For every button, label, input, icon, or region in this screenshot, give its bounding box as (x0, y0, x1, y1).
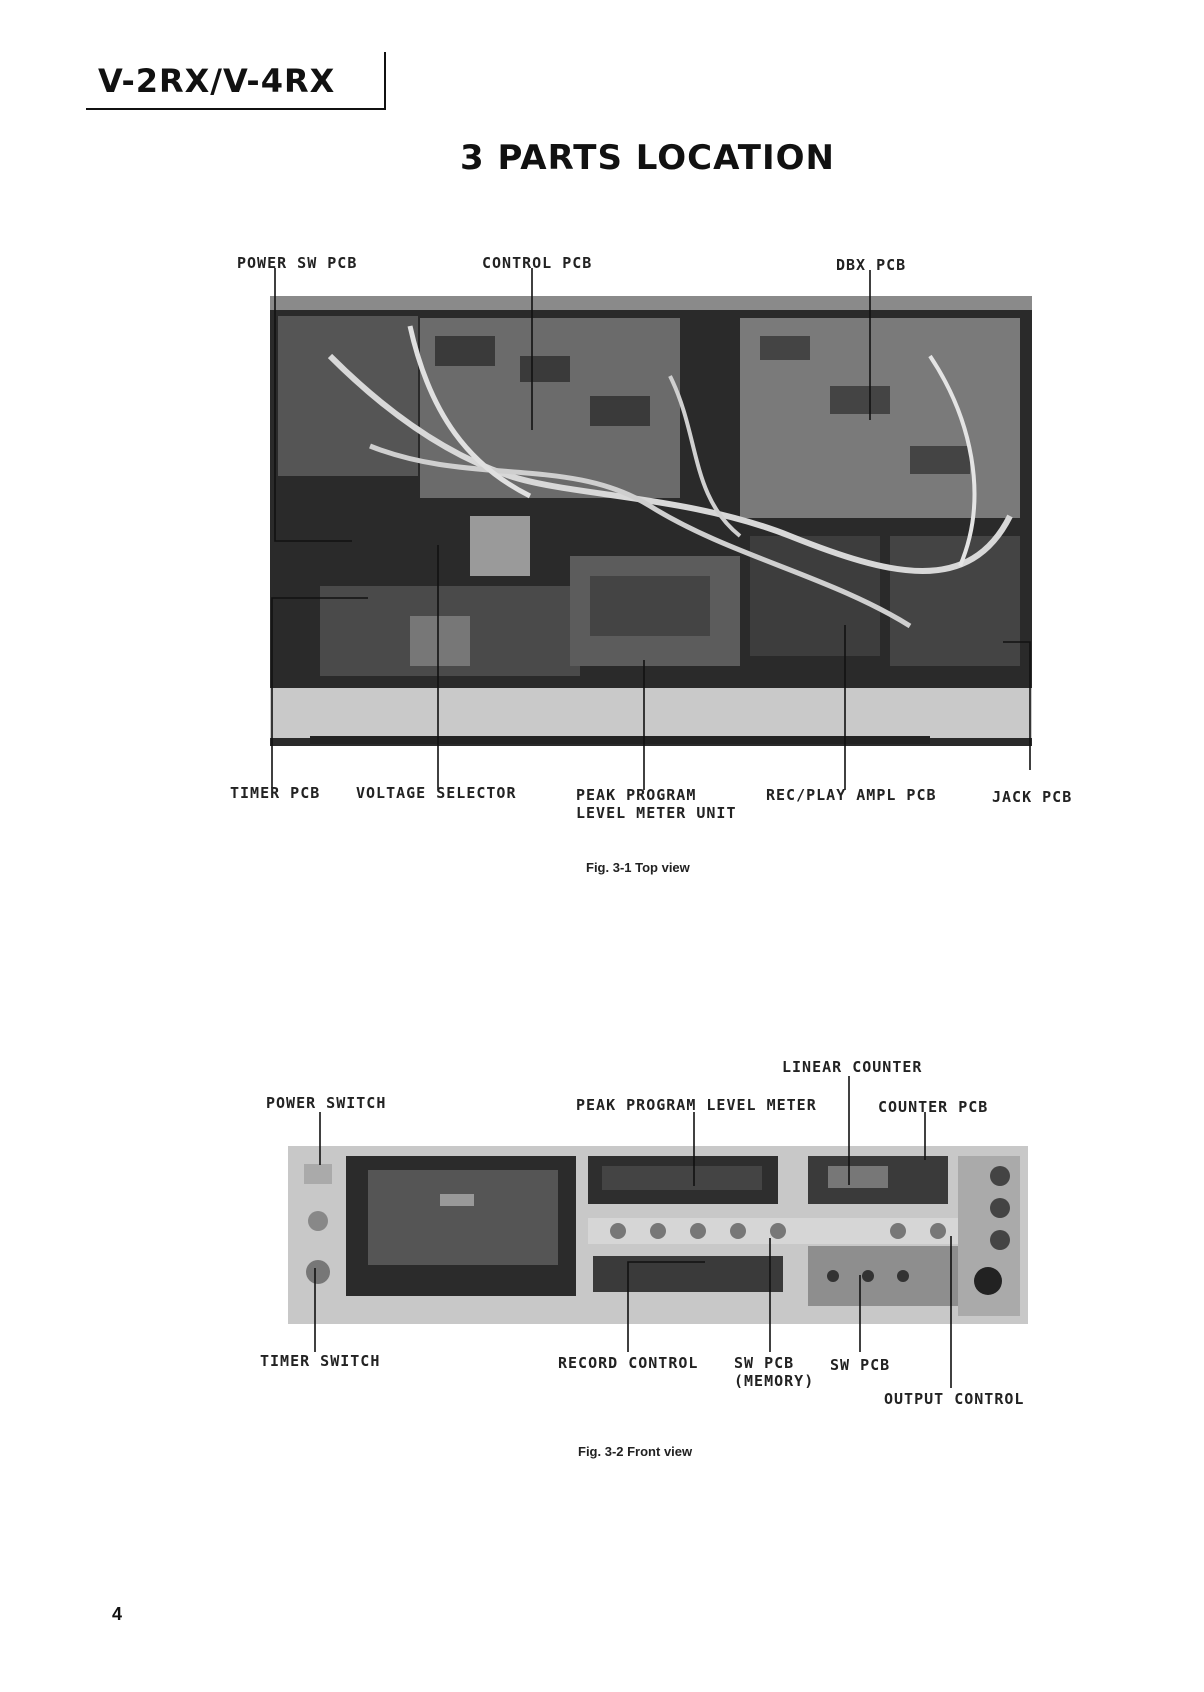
label-dbx-pcb: DBX PCB (836, 256, 907, 274)
label-sw-pcb: SW PCB (830, 1356, 891, 1374)
figure2-leader-lines (0, 900, 1204, 1420)
label-timer-switch: TIMER SWITCH (260, 1352, 381, 1370)
label-linear-counter: LINEAR COUNTER (782, 1058, 923, 1076)
label-sw-pcb-memory-line1: SW PCB (734, 1354, 795, 1372)
section-title: 3 PARTS LOCATION (460, 138, 835, 178)
label-control-pcb: CONTROL PCB (482, 254, 593, 272)
label-peak-program-level-meter: PEAK PROGRAM LEVEL METER (576, 1096, 817, 1114)
label-record-control: RECORD CONTROL (558, 1354, 699, 1372)
label-voltage-selector: VOLTAGE SELECTOR (356, 784, 517, 802)
page-number: 4 (112, 1604, 123, 1624)
figure2-caption: Fig. 3-2 Front view (578, 1444, 693, 1459)
label-power-sw-pcb: POWER SW PCB (237, 254, 358, 272)
label-output-control: OUTPUT CONTROL (884, 1390, 1025, 1408)
label-peak-meter-unit-line1: PEAK PROGRAM (576, 786, 697, 804)
label-sw-pcb-memory-line2: (MEMORY) (734, 1372, 815, 1390)
model-number: V-2RX/V-4RX (98, 62, 336, 100)
label-timer-pcb: TIMER PCB (230, 784, 321, 802)
label-jack-pcb: JACK PCB (992, 788, 1073, 806)
label-power-switch: POWER SWITCH (266, 1094, 387, 1112)
label-peak-meter-unit-line2: LEVEL METER UNIT (576, 804, 737, 822)
label-rec-play-ampl-pcb: REC/PLAY AMPL PCB (766, 786, 937, 804)
figure1-caption: Fig. 3-1 Top view (586, 860, 690, 875)
label-counter-pcb: COUNTER PCB (878, 1098, 989, 1116)
